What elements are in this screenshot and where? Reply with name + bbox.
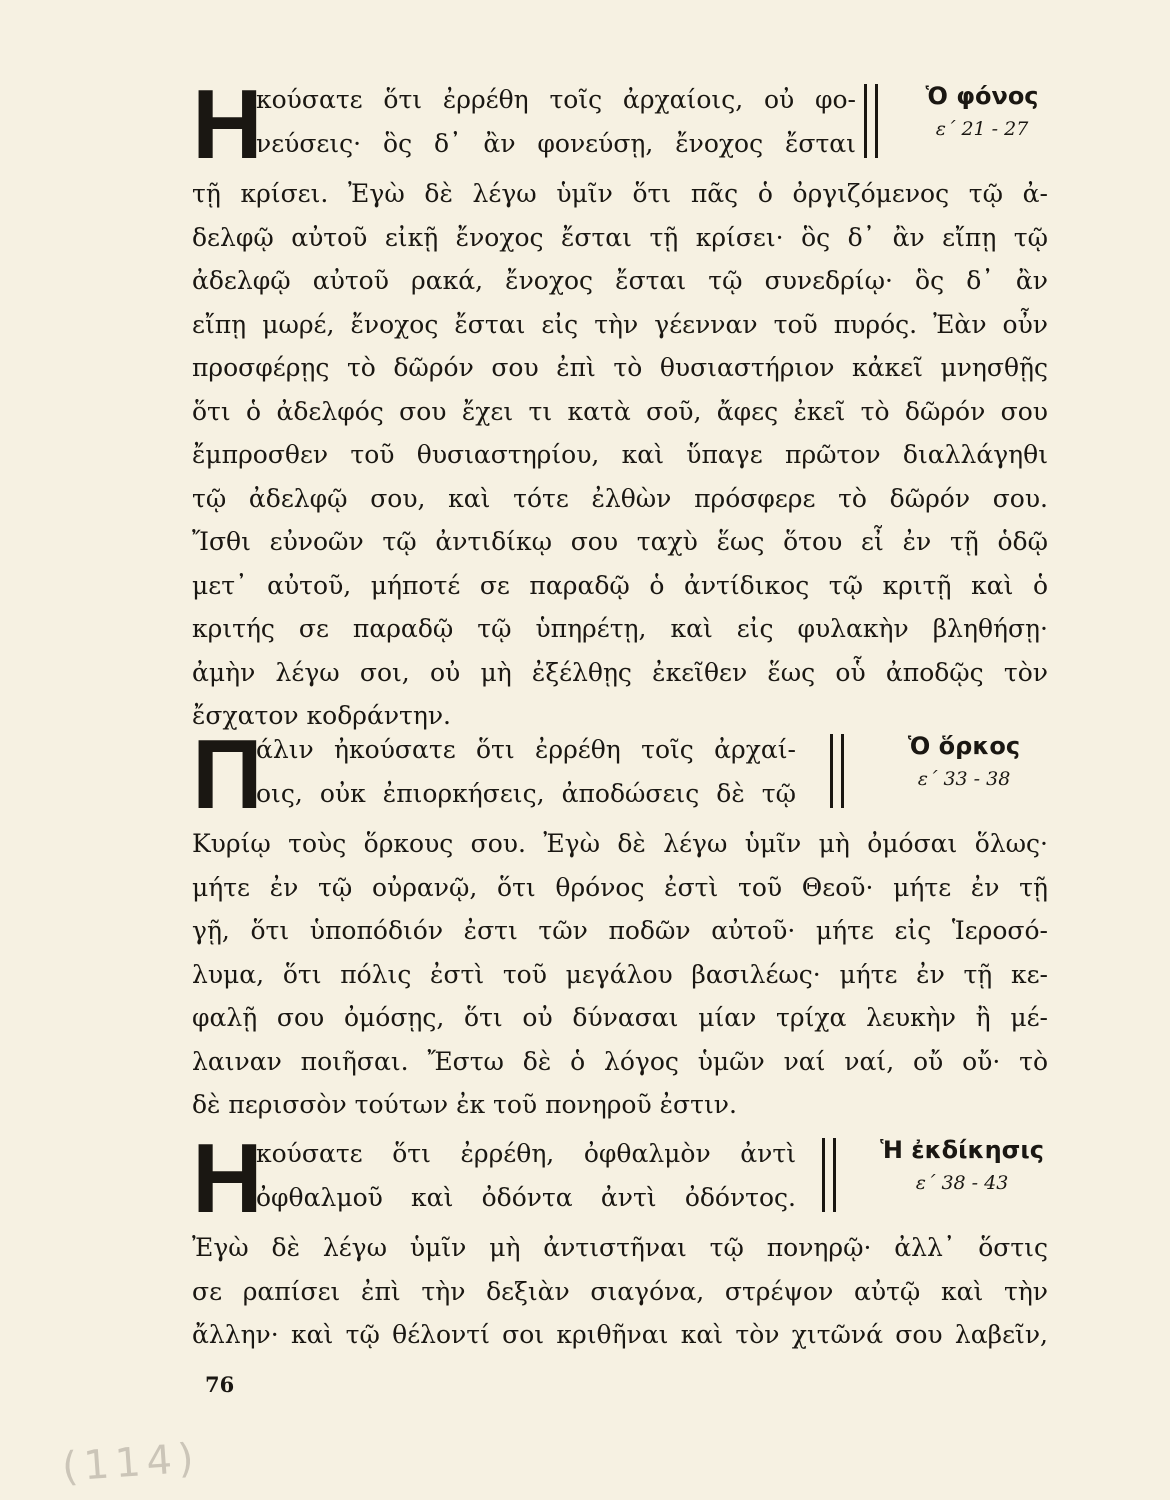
intro-text bbox=[256, 78, 856, 165]
text-line: ἔσχατον κοδράντην. bbox=[192, 701, 451, 730]
text-line: λαιναν ποιῆσαι. Ἔστω δὲ ὁ λόγος ὑμῶν ναί ναί, οὔ οὔ· τὸ bbox=[192, 1046, 1048, 1076]
text-line: τῷ ἀδελφῷ σου, καὶ τότε ἐλθὼν πρόσφερε τὸ δῶρόν σου. bbox=[192, 483, 1048, 513]
text-line: μήτε ἐν τῷ οὐρανῷ, ὅτι θρόνος ἐστὶ τοῦ Θεοῦ· μήτε ἐν τῇ bbox=[192, 872, 1048, 902]
text-line: σε ραπίσει ἐπὶ τὴν δεξιὰν σιαγόνα, στρέψον αὐτῷ καὶ τὴν bbox=[192, 1276, 1048, 1306]
section-body bbox=[192, 1226, 1048, 1357]
text-line: Κυρίῳ τοὺς ὅρκους σου. Ἐγὼ δὲ λέγω ὑμῖν μὴ ὀμόσαι ὅλως· bbox=[192, 829, 1048, 858]
text-line: ἔμπροσθεν τοῦ θυσιαστηρίου, καὶ ὕπαγε πρῶτον διαλλάγηθι bbox=[192, 440, 1048, 469]
text-line: ἀδελφῷ αὐτοῦ ρακά, ἔνοχος ἔσται τῷ συνεδρίῳ· ὃς δ᾽ ἂν bbox=[192, 266, 1048, 295]
text-line: κούσατε ὅτι ἐρρέθη, ὀφθαλμὸν ἀντὶ bbox=[256, 1139, 796, 1168]
section-intro bbox=[192, 1123, 1062, 1233]
text-line: τῇ κρίσει. Ἐγὼ δὲ λέγω ὑμῖν ὅτι πᾶς ὁ ὀργιζόμενος τῷ ἀ- bbox=[192, 179, 1048, 208]
double-rule bbox=[864, 84, 878, 158]
text-line: νεύσεις· ὃς δ᾽ ἂν φονεύσῃ, ἔνοχος ἔσται bbox=[256, 128, 856, 158]
text-line: ὅτι ὁ ἀδελφός σου ἔχει τι κατὰ σοῦ, ἄφες ἐκεῖ τὸ δῶρόν σου bbox=[192, 396, 1048, 426]
section-body bbox=[192, 172, 1048, 738]
text-line: κριτής σε παραδῷ τῷ ὑπηρέτῃ, καὶ εἰς φυλακὴν βληθήσῃ· bbox=[192, 614, 1048, 643]
text-line: γῇ, ὅτι ὑποπόδιόν ἐστι τῶν ποδῶν αὐτοῦ· μήτε εἰς Ἱεροσό- bbox=[192, 916, 1048, 945]
double-rule bbox=[822, 1138, 836, 1212]
text-line: Ἐγὼ δὲ λέγω ὑμῖν μὴ ἀντιστῆναι τῷ πονηρῷ· ἀλλ᾽ ὅστις bbox=[192, 1233, 1048, 1262]
text-line: οις, οὐκ ἐπιορκήσεις, ἀποδώσεις δὲ τῷ bbox=[256, 778, 796, 808]
verse-reference: ε΄ 38 - 43 bbox=[915, 1172, 1009, 1194]
verse-reference: ε΄ 21 - 27 bbox=[935, 118, 1029, 140]
drop-cap: Η bbox=[192, 1123, 263, 1233]
text-line: Ἴσθι εὐνοῶν τῷ ἀντιδίκῳ σου ταχὺ ἕως ὅτου εἶ ἐν τῇ ὁδῷ bbox=[192, 527, 1048, 556]
text-line: άλιν ἠκούσατε ὅτι ἐρρέθη τοῖς ἀρχαί- bbox=[256, 735, 796, 764]
drop-cap: Π bbox=[192, 719, 263, 829]
drop-cap: Η bbox=[192, 69, 263, 179]
section-retaliation bbox=[192, 1123, 1062, 1357]
section-intro bbox=[192, 69, 1062, 179]
text-line: λυμα, ὅτι πόλις ἐστὶ τοῦ μεγάλου βασιλέως· μήτε ἐν τῇ κε- bbox=[192, 959, 1048, 989]
text-line: ὀφθαλμοῦ καὶ ὀδόντα ἀντὶ ὀδόντος. bbox=[256, 1182, 796, 1212]
heading-title: Ὁ ὅρκος bbox=[907, 732, 1021, 760]
double-rule bbox=[830, 734, 844, 808]
text-line: κούσατε ὅτι ἐρρέθη τοῖς ἀρχαίοις, οὐ φο- bbox=[256, 85, 856, 114]
section-murder bbox=[192, 69, 1062, 738]
text-line: εἴπῃ μωρέ, ἔνοχος ἔσται εἰς τὴν γέενναν τοῦ πυρός. Ἐὰν οὖν bbox=[192, 309, 1048, 339]
section-body bbox=[192, 822, 1048, 1127]
text-line: προσφέρῃς τὸ δῶρόν σου ἐπὶ τὸ θυσιαστήριον κἀκεῖ μνησθῇς bbox=[192, 353, 1048, 382]
page-number: 76 bbox=[205, 1372, 235, 1397]
section-oath bbox=[192, 719, 1062, 1127]
text-line: φαλῇ σου ὀμόσῃς, ὅτι οὐ δύνασαι μίαν τρίχα λευκὴν ἢ μέ- bbox=[192, 1003, 1048, 1032]
marginal-heading bbox=[892, 78, 1072, 144]
marginal-heading bbox=[872, 1132, 1052, 1198]
text-line: ἀμὴν λέγω σοι, οὐ μὴ ἐξέλθῃς ἐκεῖθεν ἕως οὗ ἀποδῷς τὸν bbox=[192, 657, 1048, 687]
section-intro bbox=[192, 719, 1062, 829]
pencil-annotation: (114) bbox=[60, 1435, 201, 1491]
text-line: δὲ περισσὸν τούτων ἐκ τοῦ πονηροῦ ἐστιν. bbox=[192, 1090, 737, 1119]
heading-title: Ὁ φόνος bbox=[925, 82, 1039, 110]
text-line: ἄλλην· καὶ τῷ θέλοντί σοι κριθῆναι καὶ τὸν χιτῶνά σου λαβεῖν, bbox=[192, 1320, 1048, 1349]
intro-text bbox=[256, 1132, 796, 1219]
marginal-heading bbox=[874, 728, 1054, 794]
heading-title: Ἡ ἐκδίκησις bbox=[880, 1136, 1044, 1164]
intro-text bbox=[256, 728, 796, 815]
verse-reference: ε΄ 33 - 38 bbox=[917, 768, 1011, 790]
text-line: δελφῷ αὐτοῦ εἰκῇ ἔνοχος ἔσται τῇ κρίσει· ὃς δ᾽ ἂν εἴπῃ τῷ bbox=[192, 222, 1048, 252]
text-line: μετ᾽ αὐτοῦ, μήποτέ σε παραδῷ ὁ ἀντίδικος τῷ κριτῇ καὶ ὁ bbox=[192, 570, 1048, 600]
